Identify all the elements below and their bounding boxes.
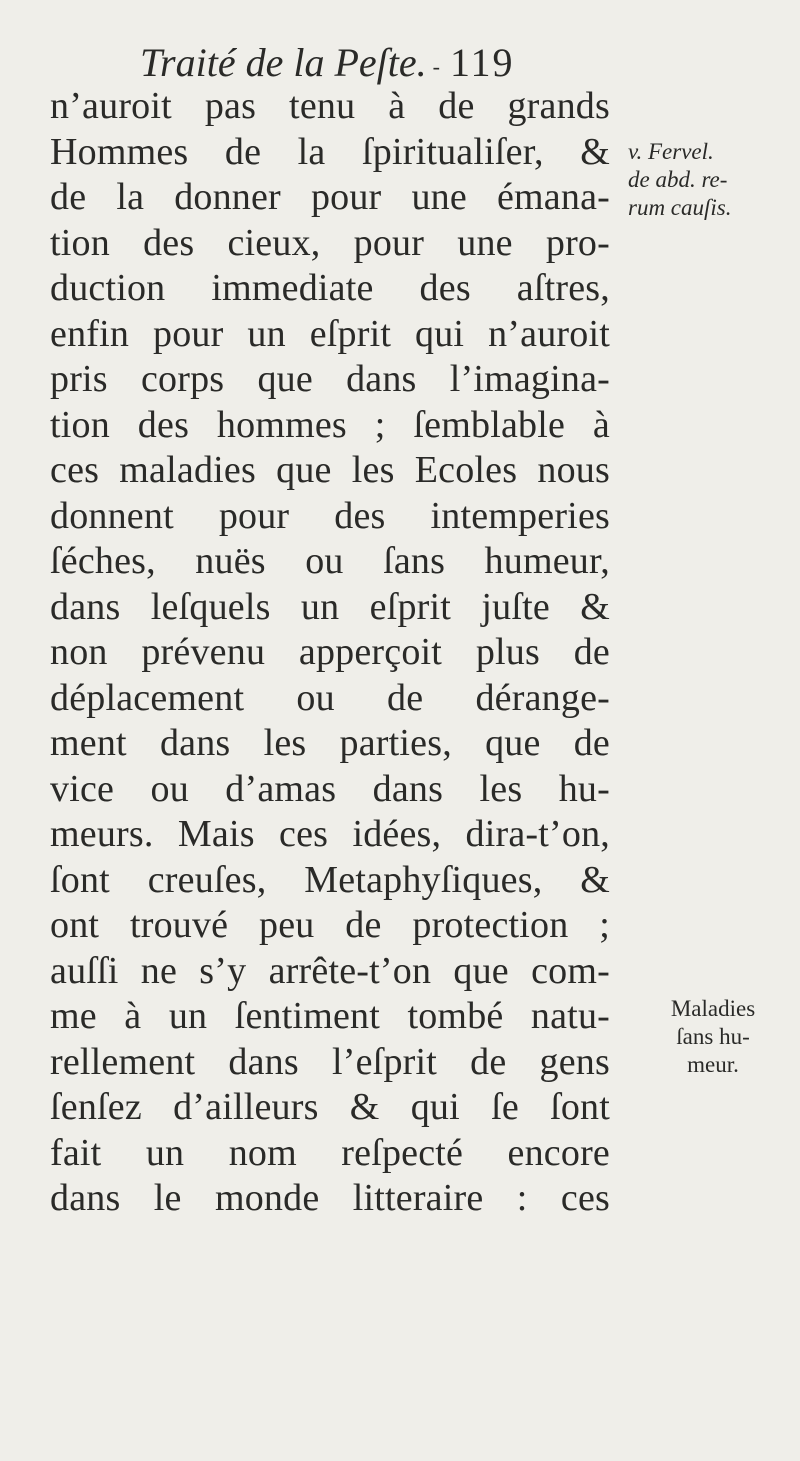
text-line: auſſi ne s’y arrête-t’on que com- (50, 949, 610, 992)
text-line: ſéches, nuës ou ſans humeur, (50, 540, 610, 582)
text-line: Hommes de la ſpiritualiſer, & (50, 130, 610, 173)
text-line: tion des cieux, pour une pro- (50, 221, 610, 264)
text-line: duction immediate des aſtres, (50, 267, 610, 309)
text-line: donnent pour des intemperies (50, 494, 610, 537)
margin-note-maladies (628, 995, 798, 1079)
margin-note-line: rum cauſis. (628, 195, 732, 220)
running-head (140, 38, 660, 88)
text-line: rellement dans l’eſprit de gens (50, 1040, 610, 1083)
text-line: pris corps que dans l’imagina- (50, 358, 610, 400)
text-line: dans le monde litteraire : ces (50, 1177, 610, 1219)
text-line: fait un nom reſpecté encore (50, 1131, 610, 1174)
margin-note-line: v. Fervel. (628, 139, 714, 164)
text-line: ſont creuſes, Metaphyſiques, & (50, 858, 610, 901)
text-line: ces maladies que les Ecoles nous (50, 449, 610, 491)
margin-note-line: ſans hu- (676, 1024, 750, 1049)
margin-note-line: Maladies (670, 996, 756, 1021)
running-head-dash: - (432, 53, 440, 79)
text-line: dans leſquels un eſprit juſte & (50, 585, 610, 628)
text-line: me à un ſentiment tombé natu- (50, 995, 610, 1037)
page-number: 119 (449, 40, 515, 85)
text-line: de la donner pour une émana- (50, 176, 610, 218)
text-line: ment dans les parties, que de (50, 722, 610, 764)
text-line: déplacement ou de dérange- (50, 676, 610, 719)
text-line: n’auroit pas tenu à de grands (50, 85, 610, 127)
running-head-title: Traité de la Peſte. (140, 40, 427, 85)
text-line: vice ou d’amas dans les hu- (50, 767, 610, 810)
margin-note-line: meur. (687, 1052, 739, 1077)
margin-note-fernel (628, 138, 798, 222)
text-line: enfin pour un eſprit qui n’auroit (50, 312, 610, 355)
text-line: ſenſez d’ailleurs & qui ſe ſont (50, 1086, 610, 1128)
text-line: ont trouvé peu de protection ; (50, 904, 610, 946)
text-line: tion des hommes ; ſemblable à (50, 403, 610, 446)
text-line: non prévenu apperçoit plus de (50, 631, 610, 673)
body-text (50, 84, 610, 1222)
margin-note-line: de abd. re- (628, 167, 728, 192)
text-line: meurs. Mais ces idées, dira-t’on, (50, 813, 610, 855)
